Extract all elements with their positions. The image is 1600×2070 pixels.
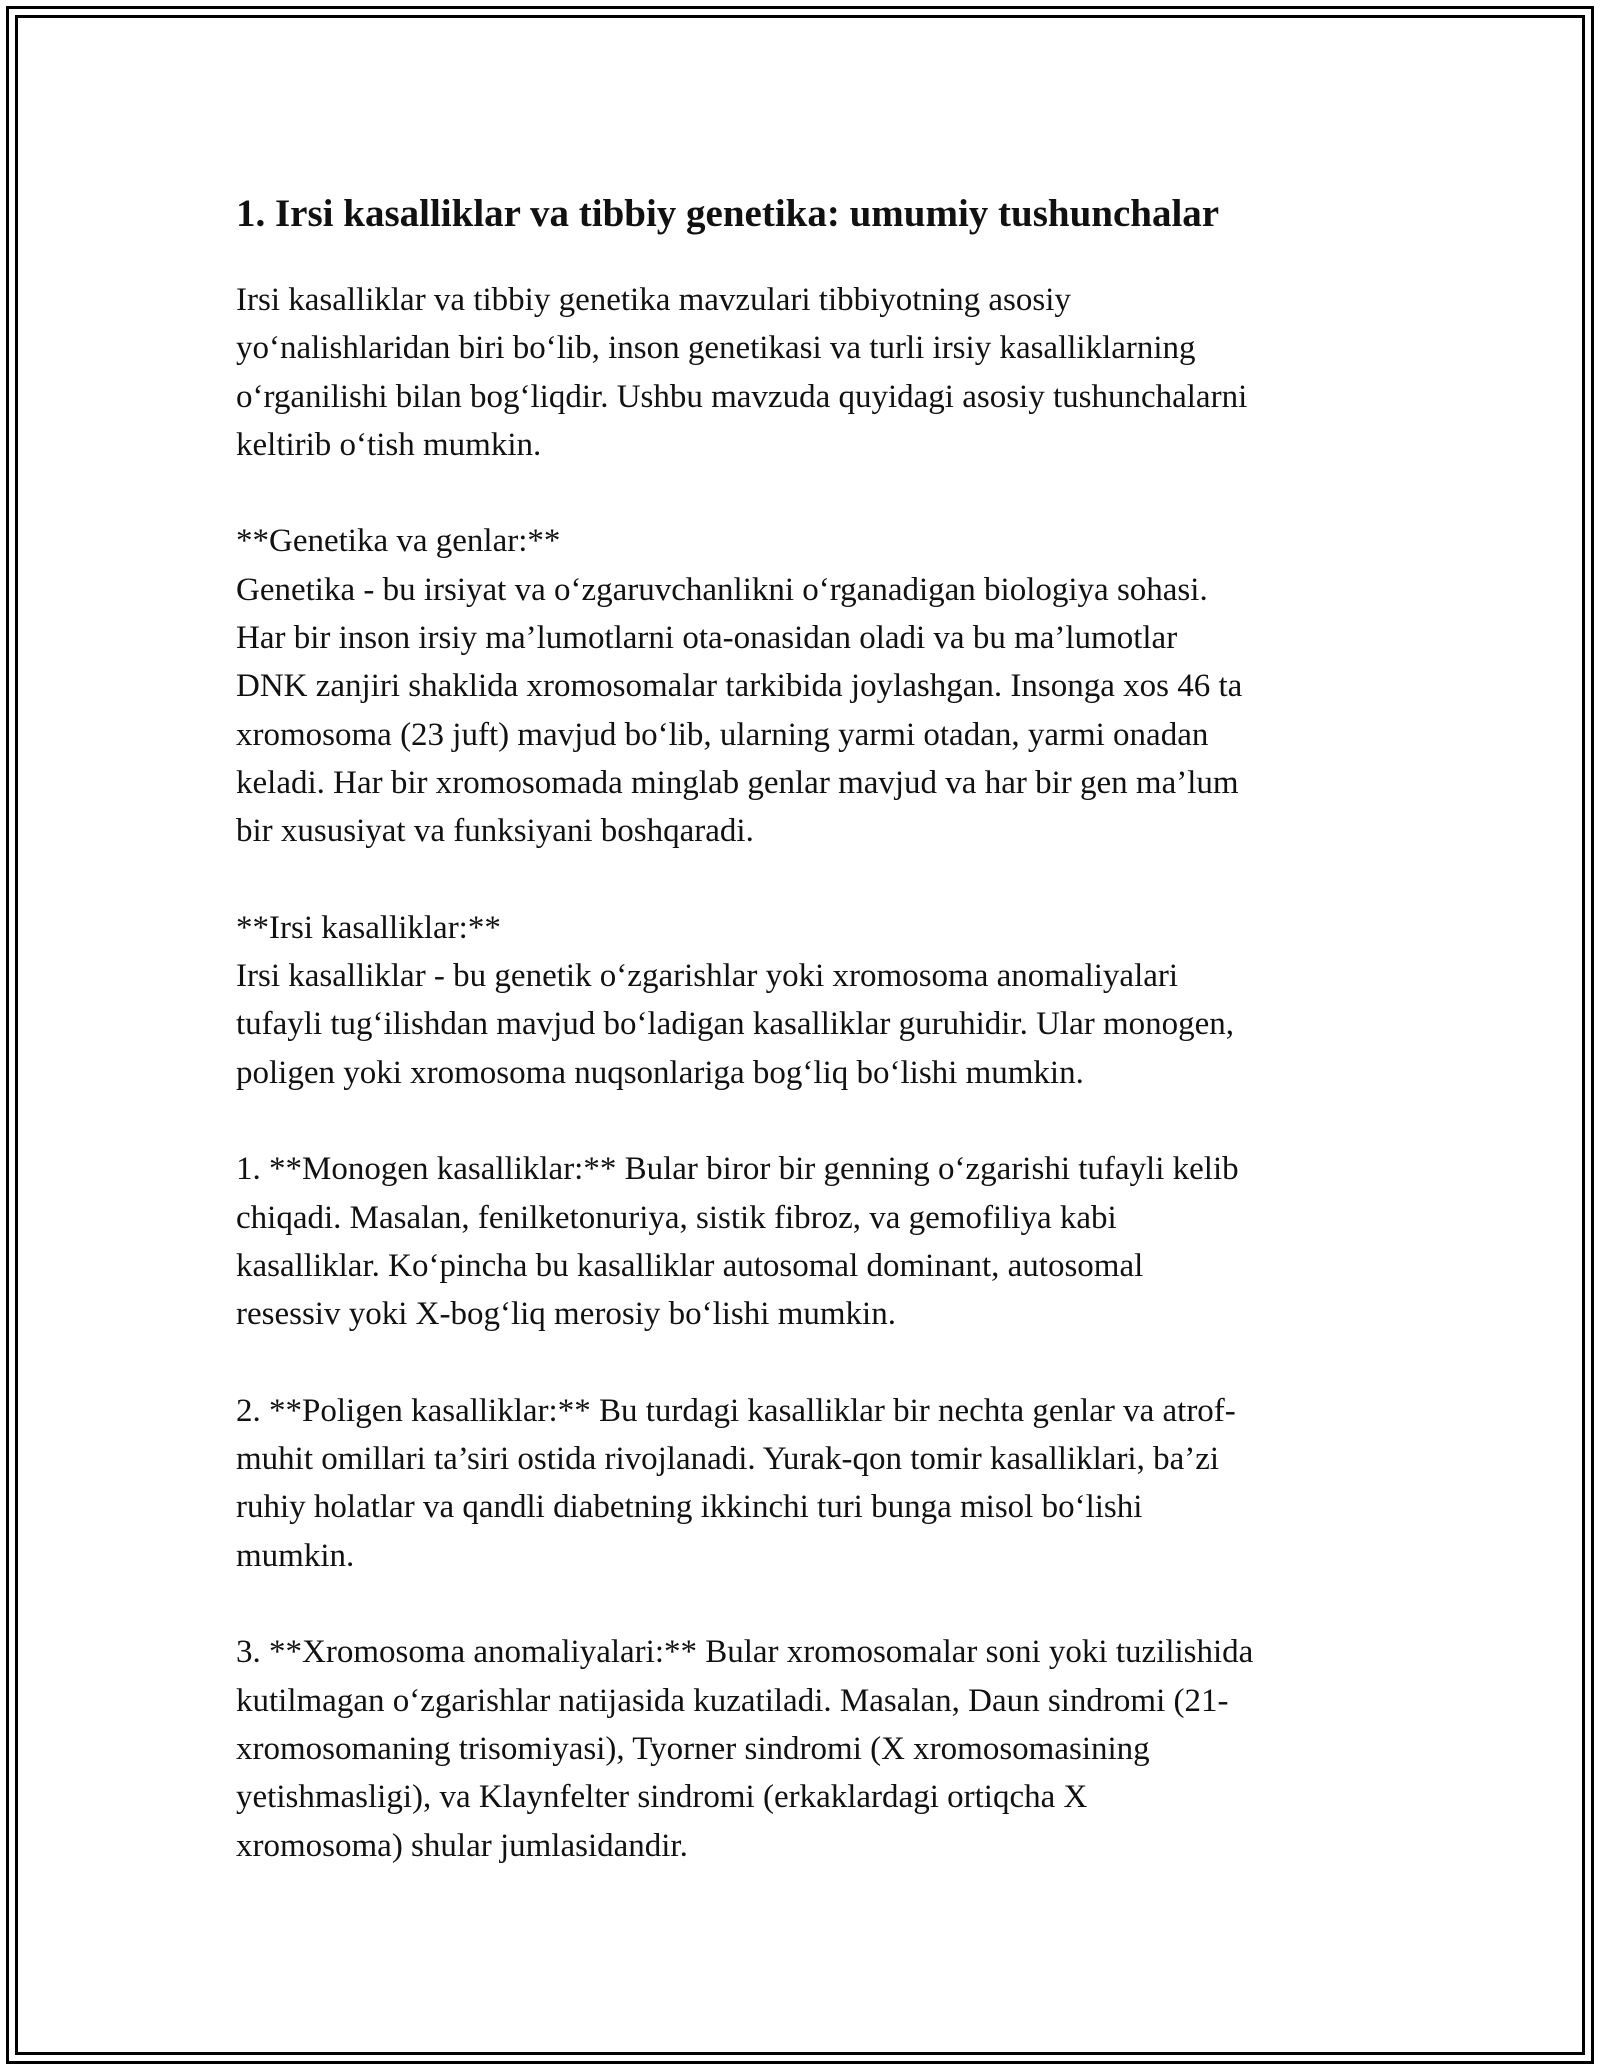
diseases-paragraph: Irsi kasalliklar - bu genetik o‘zgarishlar yoki xromosoma anomaliyalari tufayli tug‘ilishdan mavjud bo‘ladigan kasalliklar guruhidir. Ular monogen, poligen yoki xromosoma nuqsonlariga bog‘liq bo‘lishi mumkin. bbox=[236, 958, 1235, 1091]
paragraph-spacer bbox=[236, 1339, 1376, 1387]
list-item-monogen: 1. **Monogen kasalliklar:** Bular biror bir genning o‘zgarishi tufayli kelib chiqadi. Masalan, fenilketonuriya, sistik fibroz, va gemofiliya kabi kasalliklar. Ko‘pincha bu kasalliklar autosomal dominant, autosomal resessiv yoki X-bog‘liq merosiy bo‘lishi mumkin. bbox=[236, 1151, 1239, 1333]
genetics-heading: **Genetika va genlar:** bbox=[236, 523, 561, 560]
paragraph-spacer bbox=[236, 1580, 1376, 1628]
diseases-heading: **Irsi kasalliklar:** bbox=[236, 909, 501, 946]
document-body bbox=[236, 186, 1376, 1870]
intro-paragraph: Irsi kasalliklar va tibbiy genetika mavzulari tibbiyotning asosiy yo‘nalishlaridan biri bo‘lib, inson genetikasi va turli irsiy kasalliklarning o‘rganilishi bilan bog‘liqdir. Ushbu mavzuda quyidagi asosiy tushunchalarni keltirib o‘tish mumkin. bbox=[236, 282, 1248, 463]
paragraph-spacer bbox=[236, 469, 1376, 517]
list-item-chromosome: 3. **Xromosoma anomaliyalari:** Bular xromosomalar soni yoki tuzilishida kutilmagan o‘zgarishlar natijasida kuzatiladi. Masalan, Daun sindromi (21- xromosomaning trisomiyasi), Tyorner sindromi (X xromosomasining yetishmasligi), va Klaynfelter sindromi (erkaklardagi ortiqcha X xromosoma) shular jumlasidandir. bbox=[236, 1634, 1254, 1864]
document-title: 1. Irsi kasalliklar va tibbiy genetika: umumiy tushunchalar bbox=[236, 192, 1220, 235]
list-item-poligen: 2. **Poligen kasalliklar:** Bu turdagi kasalliklar bir nechta genlar va atrof- muhit omillari ta’siri ostida rivojlanadi. Yurak-qon tomir kasalliklari, ba’zi ruhiy holatlar va qandli diabetning ikkinchi turi bunga misol bo‘lishi mumkin. bbox=[236, 1392, 1236, 1574]
paragraph-spacer bbox=[236, 1097, 1376, 1145]
paragraph-spacer bbox=[236, 856, 1376, 904]
genetics-paragraph: Genetika - bu irsiyat va o‘zgaruvchanlikni o‘rganadigan biologiya sohasi. Har bir inson irsiy ma’lumotlarni ota-onasidan oladi va bu ma’lumotlar DNK zanjiri shaklida xromosomalar tarkibida joylashgan. Insonga xos 46 ta xromosoma (23 juft) mavjud bo‘lib, ularning yarmi otadan, yarmi onadan keladi. Har bir xromosomada minglab genlar mavjud va har bir gen ma’lum bir xususiyat va funksiyani boshqaradi. bbox=[236, 571, 1243, 850]
